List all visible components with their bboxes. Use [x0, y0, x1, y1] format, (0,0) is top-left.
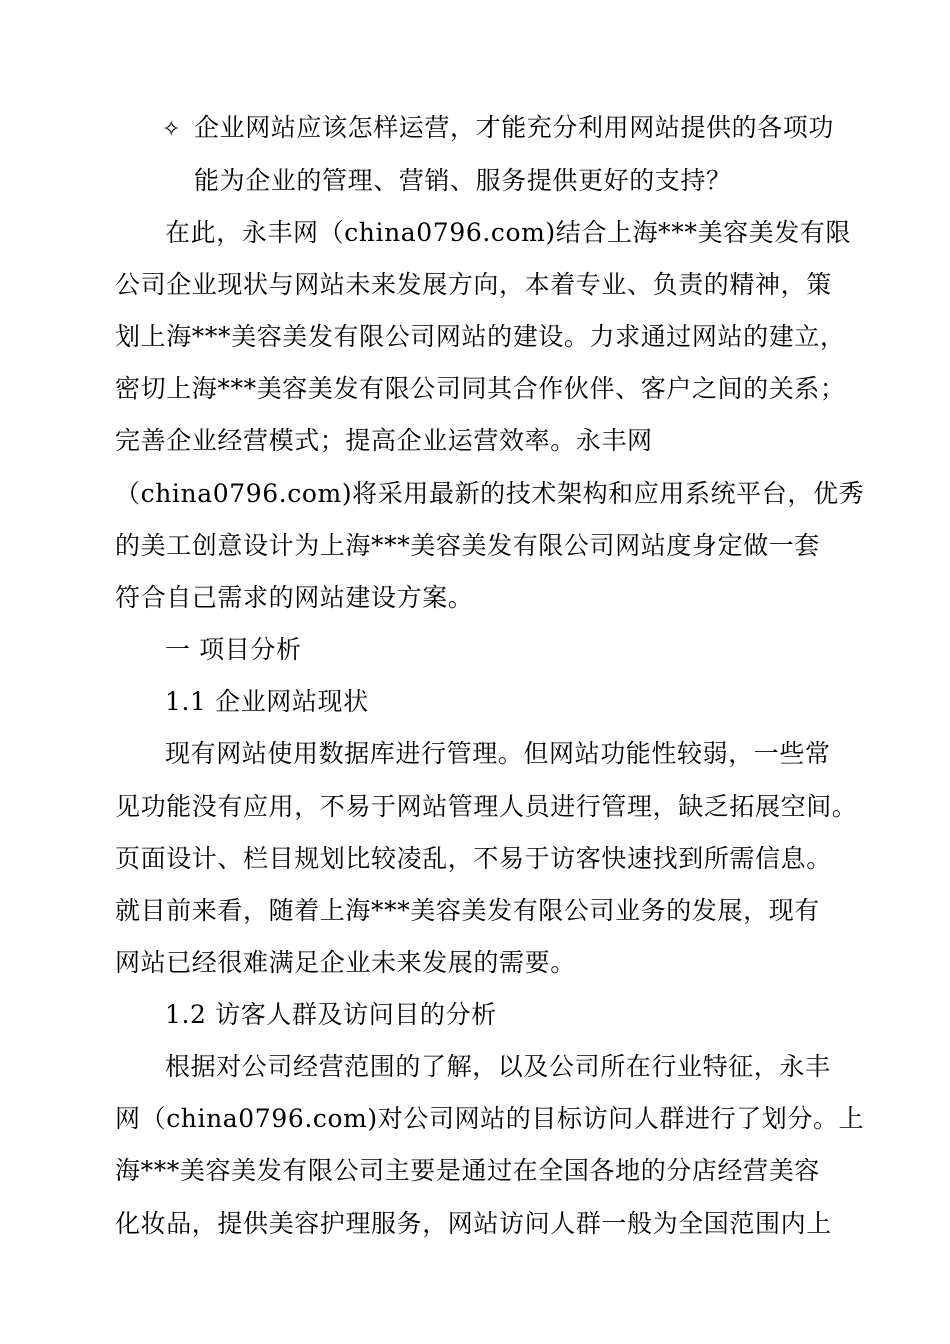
- bullet-text-1: 企业网站应该怎样运营，才能充分利用网站提供的各项功: [194, 113, 835, 142]
- sub1-line-2: 见功能没有应用，不易于网站管理人员进行管理，缺乏拓展空间。: [115, 792, 858, 821]
- intro-line-2: 公司企业现状与网站未来发展方向，本着专业、负责的精神，策: [115, 270, 832, 299]
- intro-line-8: 符合自己需求的网站建设方案。: [115, 583, 474, 612]
- section-heading: 一 项目分析: [165, 635, 302, 664]
- intro-line-6: （china0796.com)将采用最新的技术架构和应用系统平台，优秀: [115, 479, 865, 508]
- intro-line-7: 的美工创意设计为上海***美容美发有限公司网站度身定做一套: [115, 531, 820, 560]
- sub1-line-4: 就目前来看，随着上海***美容美发有限公司业务的发展，现有: [115, 896, 820, 925]
- subsection-heading-1-1: 1.1 企业网站现状: [165, 687, 369, 716]
- sub1-line-1: 现有网站使用数据库进行管理。但网站功能性较弱，一些常: [165, 739, 831, 768]
- sub2-line-2: 网（china0796.com)对公司网站的目标访问人群进行了划分。上: [115, 1104, 865, 1133]
- diamond-star-bullet-icon: ✧: [162, 117, 182, 142]
- intro-line-4: 密切上海***美容美发有限公司同其合作伙伴、客户之间的关系；: [115, 374, 846, 403]
- sub2-line-3: 海***美容美发有限公司主要是通过在全国各地的分店经营美容: [115, 1156, 820, 1185]
- bullet-line-1: [162, 113, 834, 145]
- intro-line-3: 划上海***美容美发有限公司网站的建设。力求通过网站的建立，: [115, 322, 846, 351]
- intro-line-1: 在此，永丰网（china0796.com)结合上海***美容美发有限: [165, 218, 852, 247]
- intro-line-5: 完善企业经营模式；提高企业运营效率。永丰网: [115, 426, 653, 455]
- sub2-line-1: 根据对公司经营范围的了解，以及公司所在行业特征，永丰: [165, 1052, 831, 1081]
- sub1-line-3: 页面设计、栏目规划比较凌乱，不易于访客快速找到所需信息。: [115, 844, 832, 873]
- sub1-line-5: 网站已经很难满足企业未来发展的需要。: [115, 948, 576, 977]
- subsection-heading-1-2: 1.2 访客人群及访问目的分析: [165, 1000, 497, 1029]
- sub2-line-4: 化妆品，提供美容护理服务，网站访问人群一般为全国范围内上: [115, 1209, 832, 1238]
- bullet-line-2: 能为企业的管理、营销、服务提供更好的支持？: [194, 166, 732, 195]
